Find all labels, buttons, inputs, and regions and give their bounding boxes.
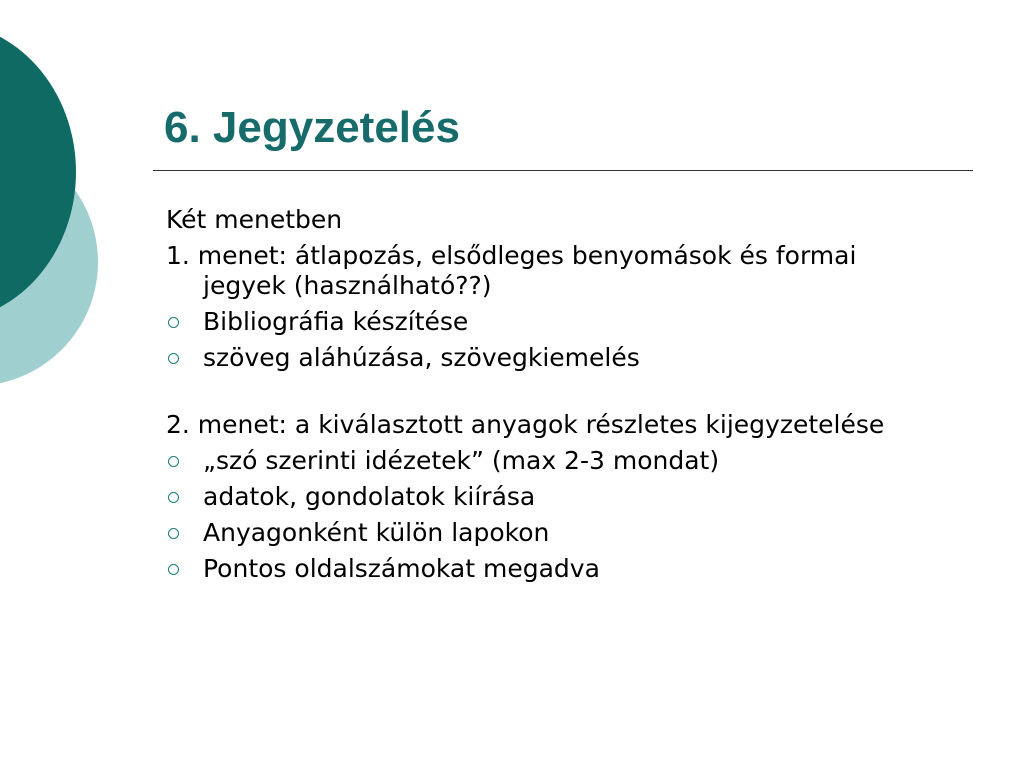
list-item <box>166 343 946 373</box>
slide-title: 6. Jegyzetelés <box>164 103 460 152</box>
list-item-text: szöveg aláhúzása, szövegkiemelés <box>203 343 640 372</box>
pass2-heading: 2. menet: a kiválasztott anyagok részletes kijegyzetelése <box>166 410 885 439</box>
hollow-circle-bullet-icon <box>168 528 179 539</box>
hollow-circle-bullet-icon <box>168 353 179 364</box>
hollow-circle-bullet-icon <box>168 492 179 503</box>
pass1-heading: 1. menet: átlapozás, elsődleges benyomások és formai jegyek (használható??) <box>166 241 857 300</box>
hollow-circle-bullet-icon <box>168 564 179 575</box>
list-item <box>166 518 946 548</box>
title-divider <box>153 170 973 171</box>
list-item-text: Anyagonként külön lapokon <box>203 518 550 547</box>
list-item <box>166 482 946 512</box>
hollow-circle-bullet-icon <box>168 456 179 467</box>
intro-text: Két menetben <box>166 205 343 234</box>
slide-body <box>166 205 946 590</box>
list-item-text: adatok, gondolatok kiírása <box>203 482 536 511</box>
list-item <box>166 307 946 337</box>
section-gap <box>166 379 946 410</box>
list-item <box>166 554 946 584</box>
list-item-text: Bibliográfia készítése <box>203 307 469 336</box>
list-item-text: „szó szerinti idézetek” (max 2-3 mondat) <box>203 446 720 475</box>
hollow-circle-bullet-icon <box>168 317 179 328</box>
list-item <box>166 446 946 476</box>
list-item-text: Pontos oldalszámokat megadva <box>203 554 600 583</box>
